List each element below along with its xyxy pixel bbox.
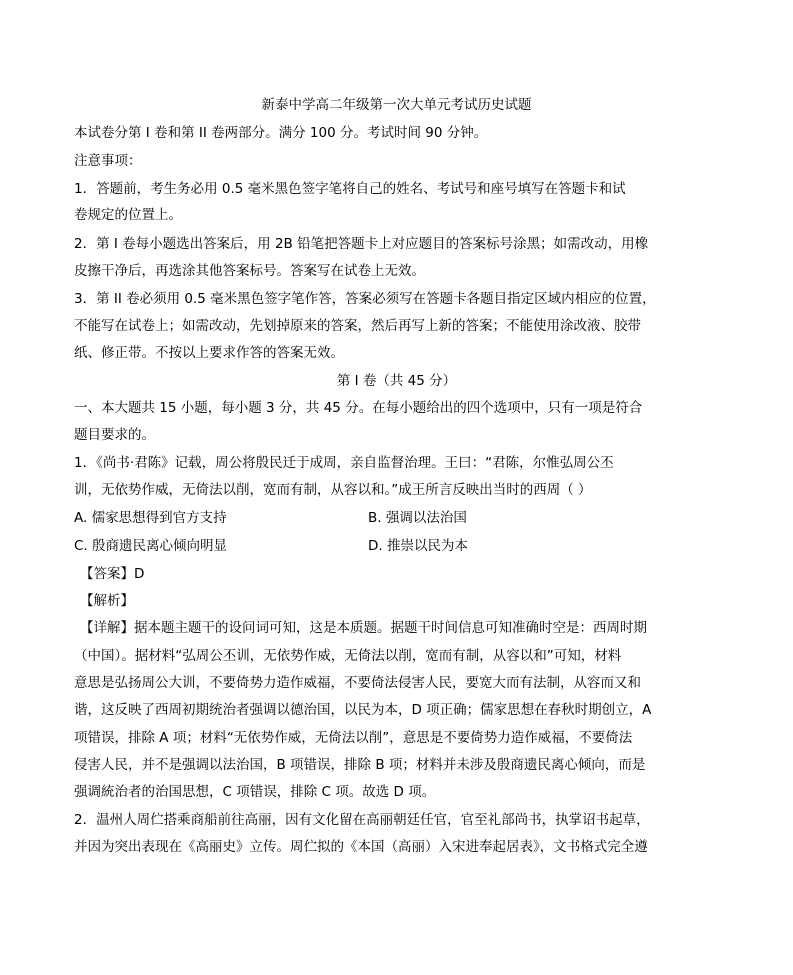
- note-1-line-1: 1．答题前，考生务必用 0.5 毫米黑色签字笔将自己的姓名、考试号和座号填写在答题卡和试: [74, 181, 626, 197]
- question-1-line-2: 训，无依势作威，无倚法以削，宽而有制，从容以和。”成王所言反映出当时的西周（ ）: [74, 482, 592, 498]
- question-1-line-1: 1．《尚书·君陈》记载，周公将殷民迁于成周，亲自监督治理。王曰：“君陈，尔惟弘周公丕: [74, 455, 614, 471]
- question-2-line-1: 2．温州人周伫搭乘商船前往高丽，因有文化留在高丽朝廷任官，官至礼部尚书，执掌诏书起草，: [74, 812, 650, 828]
- note-3-line-3: 纸、修正带。不按以上要求作答的答案无效。: [74, 345, 344, 361]
- answer-tag: 【答案】D: [80, 566, 145, 582]
- analysis-label: 【解析】: [80, 593, 134, 609]
- detail-line-5: 项错误，排除 A 项；材料“无依势作威，无倚法以削”，意思是不要倚势力造作威福，不要倚法: [74, 730, 633, 746]
- note-1-line-2: 卷规定的位置上。: [74, 207, 182, 223]
- question-1-option-b: B. 强调以法治国: [368, 510, 467, 526]
- note-2-line-2: 皮擦干净后，再选涂其他答案标号。答案写在试卷上无效。: [74, 263, 425, 279]
- note-3-line-2: 不能写在试卷上；如需改动，先划掉原来的答案，然后再写上新的答案；不能使用涂改液、胶带: [74, 318, 641, 334]
- question-1-option-a: A. 儒家思想得到官方支持: [74, 510, 227, 526]
- detail-line-7: 强调統治者的治国思想，C 项错误，排除 C 项。故选 D 项。: [74, 784, 436, 800]
- section-title: 第 I 卷（共 45 分）: [336, 373, 457, 389]
- notes-label: 注意事项：: [74, 153, 142, 169]
- question-1-option-d: D. 推崇以民为本: [368, 538, 468, 554]
- section-desc-line-2: 题目要求的。: [74, 427, 155, 443]
- detail-line-6: 侵害人民，并不是强调以法治国，B 项错误，排除 B 项；材料并未涉及殷商遗民离心倾向，而是: [74, 757, 646, 773]
- question-1-option-c: C. 殷商遗民离心倾向明显: [74, 538, 228, 554]
- detail-line-4: 谐，这反映了西周初期统治者强调以德治国，以民为本，D 项正确；儒家思想在春秋时期创立，A: [74, 702, 652, 718]
- intro-text: 本试卷分第 I 卷和第 II 卷两部分。满分 100 分。考试时间 90 分钟。: [74, 125, 488, 141]
- doc-title: 新泰中学高二年级第一次大单元考试历史试题: [261, 97, 532, 113]
- detail-line-1: 【详解】据本题主题干的设问词可知，这是本质题。据题干时间信息可知准确时空是：西周时期: [80, 620, 647, 636]
- note-3-line-1: 3．第 II 卷必须用 0.5 毫米黑色签字笔作答，答案必须写在答题卡各题目指定区域内相应的位置，: [74, 291, 656, 307]
- note-2-line-1: 2．第 I 卷每小题选出答案后，用 2B 铅笔把答题卡上对应题目的答案标号涂黑；如需改动，用橡: [74, 236, 649, 252]
- detail-line-2: （中国）。据材料“弘周公丕训，无依势作威，无倚法以削，宽而有制，从容以和”可知，材料: [74, 648, 622, 664]
- section-desc-line-1: 一、本大题共 15 小题，每小题 3 分，共 45 分。在每小题给出的四个选项中，只有一项是符合: [74, 400, 643, 416]
- detail-line-3: 意思是弘扬周公大训，不要倚势力造作威福，不要倚法侵害人民，要宽大而有法制，从容而又和: [74, 675, 641, 691]
- question-2-line-2: 并因为突出表现在《高丽史》立传。周伫拟的《本国（高丽）入宋进奉起居表》，文书格式完全遵: [74, 839, 648, 855]
